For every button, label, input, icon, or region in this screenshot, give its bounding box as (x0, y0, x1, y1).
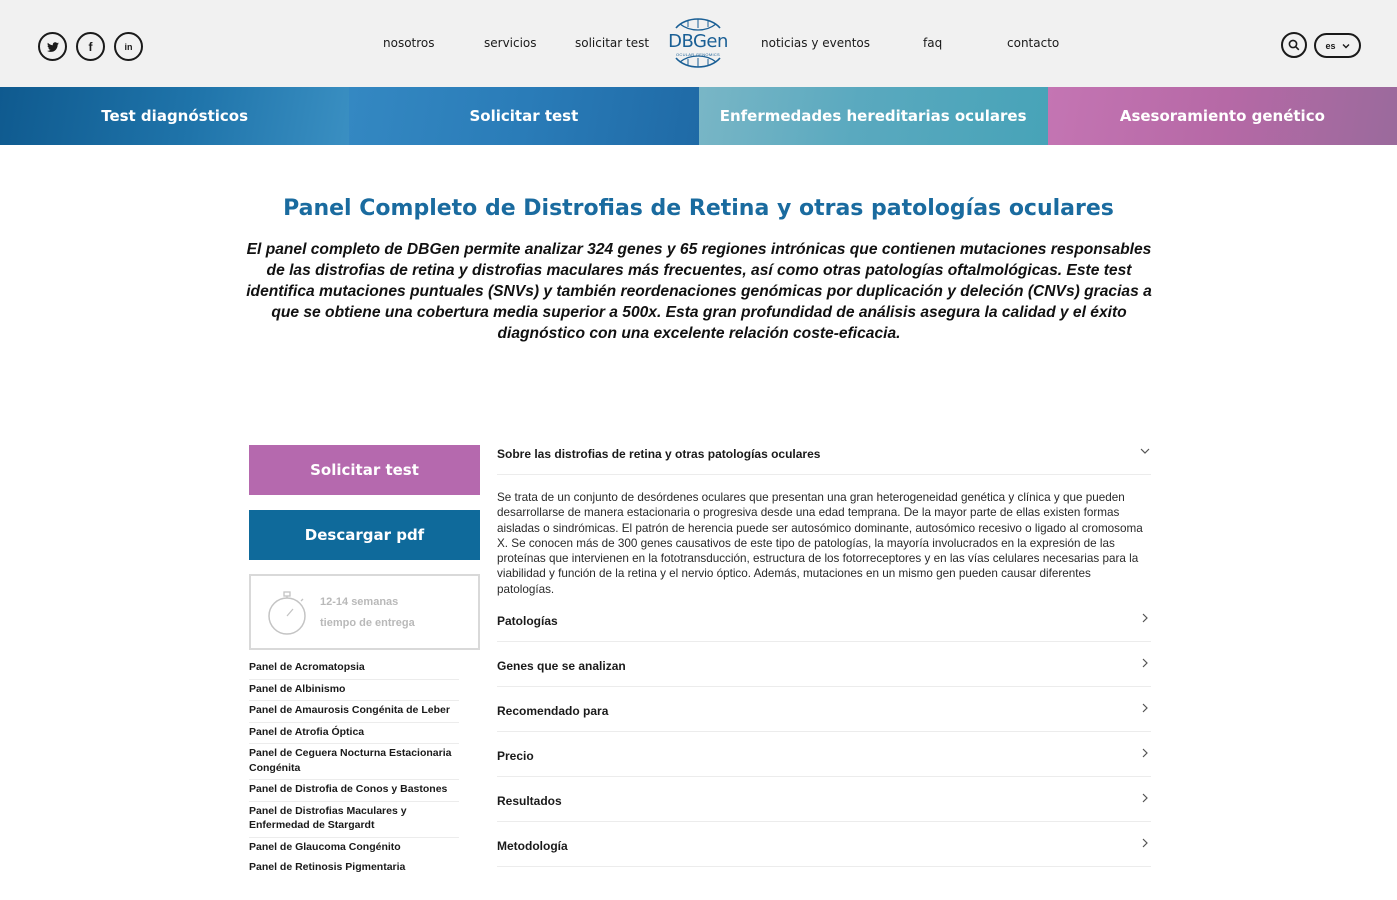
chevron-down-icon (1140, 446, 1150, 456)
accordion-title: Sobre las distrofias de retina y otras patologías oculares (497, 447, 821, 461)
stopwatch-icon (265, 590, 309, 636)
accordion-title: Metodología (497, 839, 568, 853)
nav-faq[interactable]: faq (923, 36, 943, 50)
descargar-pdf-button[interactable]: Descargar pdf (249, 510, 480, 560)
social-links (38, 32, 143, 61)
banner-label: Enfermedades hereditarias oculares (719, 107, 1027, 125)
accordion-header-patologias[interactable] (497, 612, 1151, 628)
logo-subtext: OCULAR GENOMICS (675, 52, 721, 57)
search-icon (1288, 39, 1300, 51)
banner-label: Solicitar test (469, 107, 579, 125)
nav-noticias-y-eventos[interactable]: noticias y eventos (761, 36, 871, 50)
linkedin-icon[interactable] (114, 32, 143, 61)
facebook-glyph: f (88, 39, 93, 54)
divider (497, 474, 1151, 475)
solicitar-test-button[interactable]: Solicitar test (249, 445, 480, 495)
panel-link-acromatopsia[interactable]: Panel de Acromatopsia (249, 658, 459, 680)
intro-text: El panel completo de DBGen permite analizar 324 genes y 65 regiones intrónicas que contienen mutaciones responsables de las distrofias de retina y distrofias maculares más frecuentes, así como otras patologías oftalmológicas. Este test identifica mutaciones puntuales (SNVs) y también reordenaciones genómicas por duplicación y deleción (CNVs) gracias a que se obtiene una cobertura media superior a 500x. Esta gran profundidad de análisis asegura la calidad y el éxito diagnóstico con una excelente relación coste-eficacia. (246, 241, 1152, 342)
panel-link-amaurosis[interactable]: Panel de Amaurosis Congénita de Leber (249, 701, 459, 723)
accordion-title: Recomendado para (497, 704, 609, 718)
chevron-right-icon (1140, 613, 1150, 623)
banner-test-diagnosticos[interactable] (0, 87, 349, 145)
accordion-title: Patologías (497, 614, 558, 628)
panel-link-albinismo[interactable]: Panel de Albinismo (249, 680, 459, 702)
search-button[interactable] (1281, 32, 1307, 58)
language-select[interactable] (1314, 33, 1361, 58)
panel-list (249, 658, 459, 879)
category-banner (0, 87, 1397, 145)
divider (497, 686, 1151, 687)
nav-solicitar-test[interactable]: solicitar test (575, 36, 650, 50)
accordion-header-precio[interactable] (497, 747, 1151, 763)
dbgen-logo[interactable] (666, 14, 730, 72)
nav-nosotros[interactable]: nosotros (383, 36, 435, 50)
accordion-title: Resultados (497, 794, 562, 808)
divider (497, 776, 1151, 777)
site-header (0, 0, 1397, 87)
chevron-right-icon (1140, 658, 1150, 668)
nav-servicios[interactable]: servicios (484, 36, 537, 50)
divider (497, 731, 1151, 732)
panel-link-atrofia-optica[interactable]: Panel de Atrofia Óptica (249, 723, 459, 745)
banner-label: Test diagnósticos (101, 107, 249, 125)
facebook-icon[interactable] (76, 32, 105, 61)
accordion-header-metodologia[interactable] (497, 837, 1151, 853)
chevron-right-icon (1140, 838, 1150, 848)
logo-text: DBGen (668, 31, 728, 52)
panel-link-distrofia-conos[interactable]: Panel de Distrofia de Conos y Bastones (249, 780, 459, 802)
chevron-right-icon (1140, 793, 1150, 803)
panel-link-retinosis[interactable]: Panel de Retinosis Pigmentaria (249, 861, 406, 873)
accordion-title: Precio (497, 749, 534, 763)
banner-solicitar-test[interactable] (349, 87, 698, 145)
banner-asesoramiento-genetico[interactable] (1048, 87, 1397, 145)
banner-label: Asesoramiento genético (1119, 107, 1325, 125)
chevron-right-icon (1140, 703, 1150, 713)
divider (497, 641, 1151, 642)
twitter-icon[interactable] (38, 32, 67, 61)
accordion-header-resultados[interactable] (497, 792, 1151, 808)
divider (497, 821, 1151, 822)
chevron-right-icon (1140, 748, 1150, 758)
accordion-header-genes[interactable] (497, 657, 1151, 673)
page-title: Panel Completo de Distrofias de Retina y otras patologías oculares (283, 196, 1114, 221)
language-value: es (1325, 40, 1336, 51)
accordion-body: Se trata de un conjunto de desórdenes oculares que presentan una gran heterogeneidad genética y clínica y que pueden desarrollarse de manera estacionaria o progresiva desde una edad temprana. De la mayor parte de ellas existen formas aisladas o sindrómicas. El patrón de herencia puede ser autosómico dominante, autosómico recesivo o ligado al cromosoma X. Se conocen más de 300 genes causativos de este tipo de patologías, la mayoría involucrados en la expresión de las proteínas que intervienen en la fototransducción, estructura de los fotorreceptores y en las vías celulares necesarias para la viabilidad y función de la retina y el nervio óptico. Además, mutaciones en un mismo gen pueden causar diferentes patologías. (497, 491, 1143, 596)
panel-link-ceguera-nocturna[interactable]: Panel de Ceguera Nocturna Estacionaria Congénita (249, 744, 459, 780)
panel-link-glaucoma[interactable]: Panel de Glaucoma Congénito (249, 840, 401, 853)
banner-enfermedades-hereditarias[interactable] (699, 87, 1048, 145)
accordion-header-sobre[interactable] (497, 445, 1151, 461)
delivery-weeks: 12-14 semanas (320, 596, 399, 608)
divider (497, 866, 1151, 867)
delivery-time-box (249, 574, 480, 650)
delivery-label: tiempo de entrega (320, 617, 415, 629)
accordion-header-recomendado[interactable] (497, 702, 1151, 718)
accordion-title: Genes que se analizan (497, 659, 626, 673)
nav-contacto[interactable]: contacto (1007, 36, 1060, 50)
panel-link-distrofias-maculares[interactable]: Panel de Distrofias Maculares y Enfermedad de Stargardt (249, 802, 459, 838)
chevron-down-icon (1342, 43, 1350, 49)
linkedin-glyph: in (124, 41, 133, 52)
